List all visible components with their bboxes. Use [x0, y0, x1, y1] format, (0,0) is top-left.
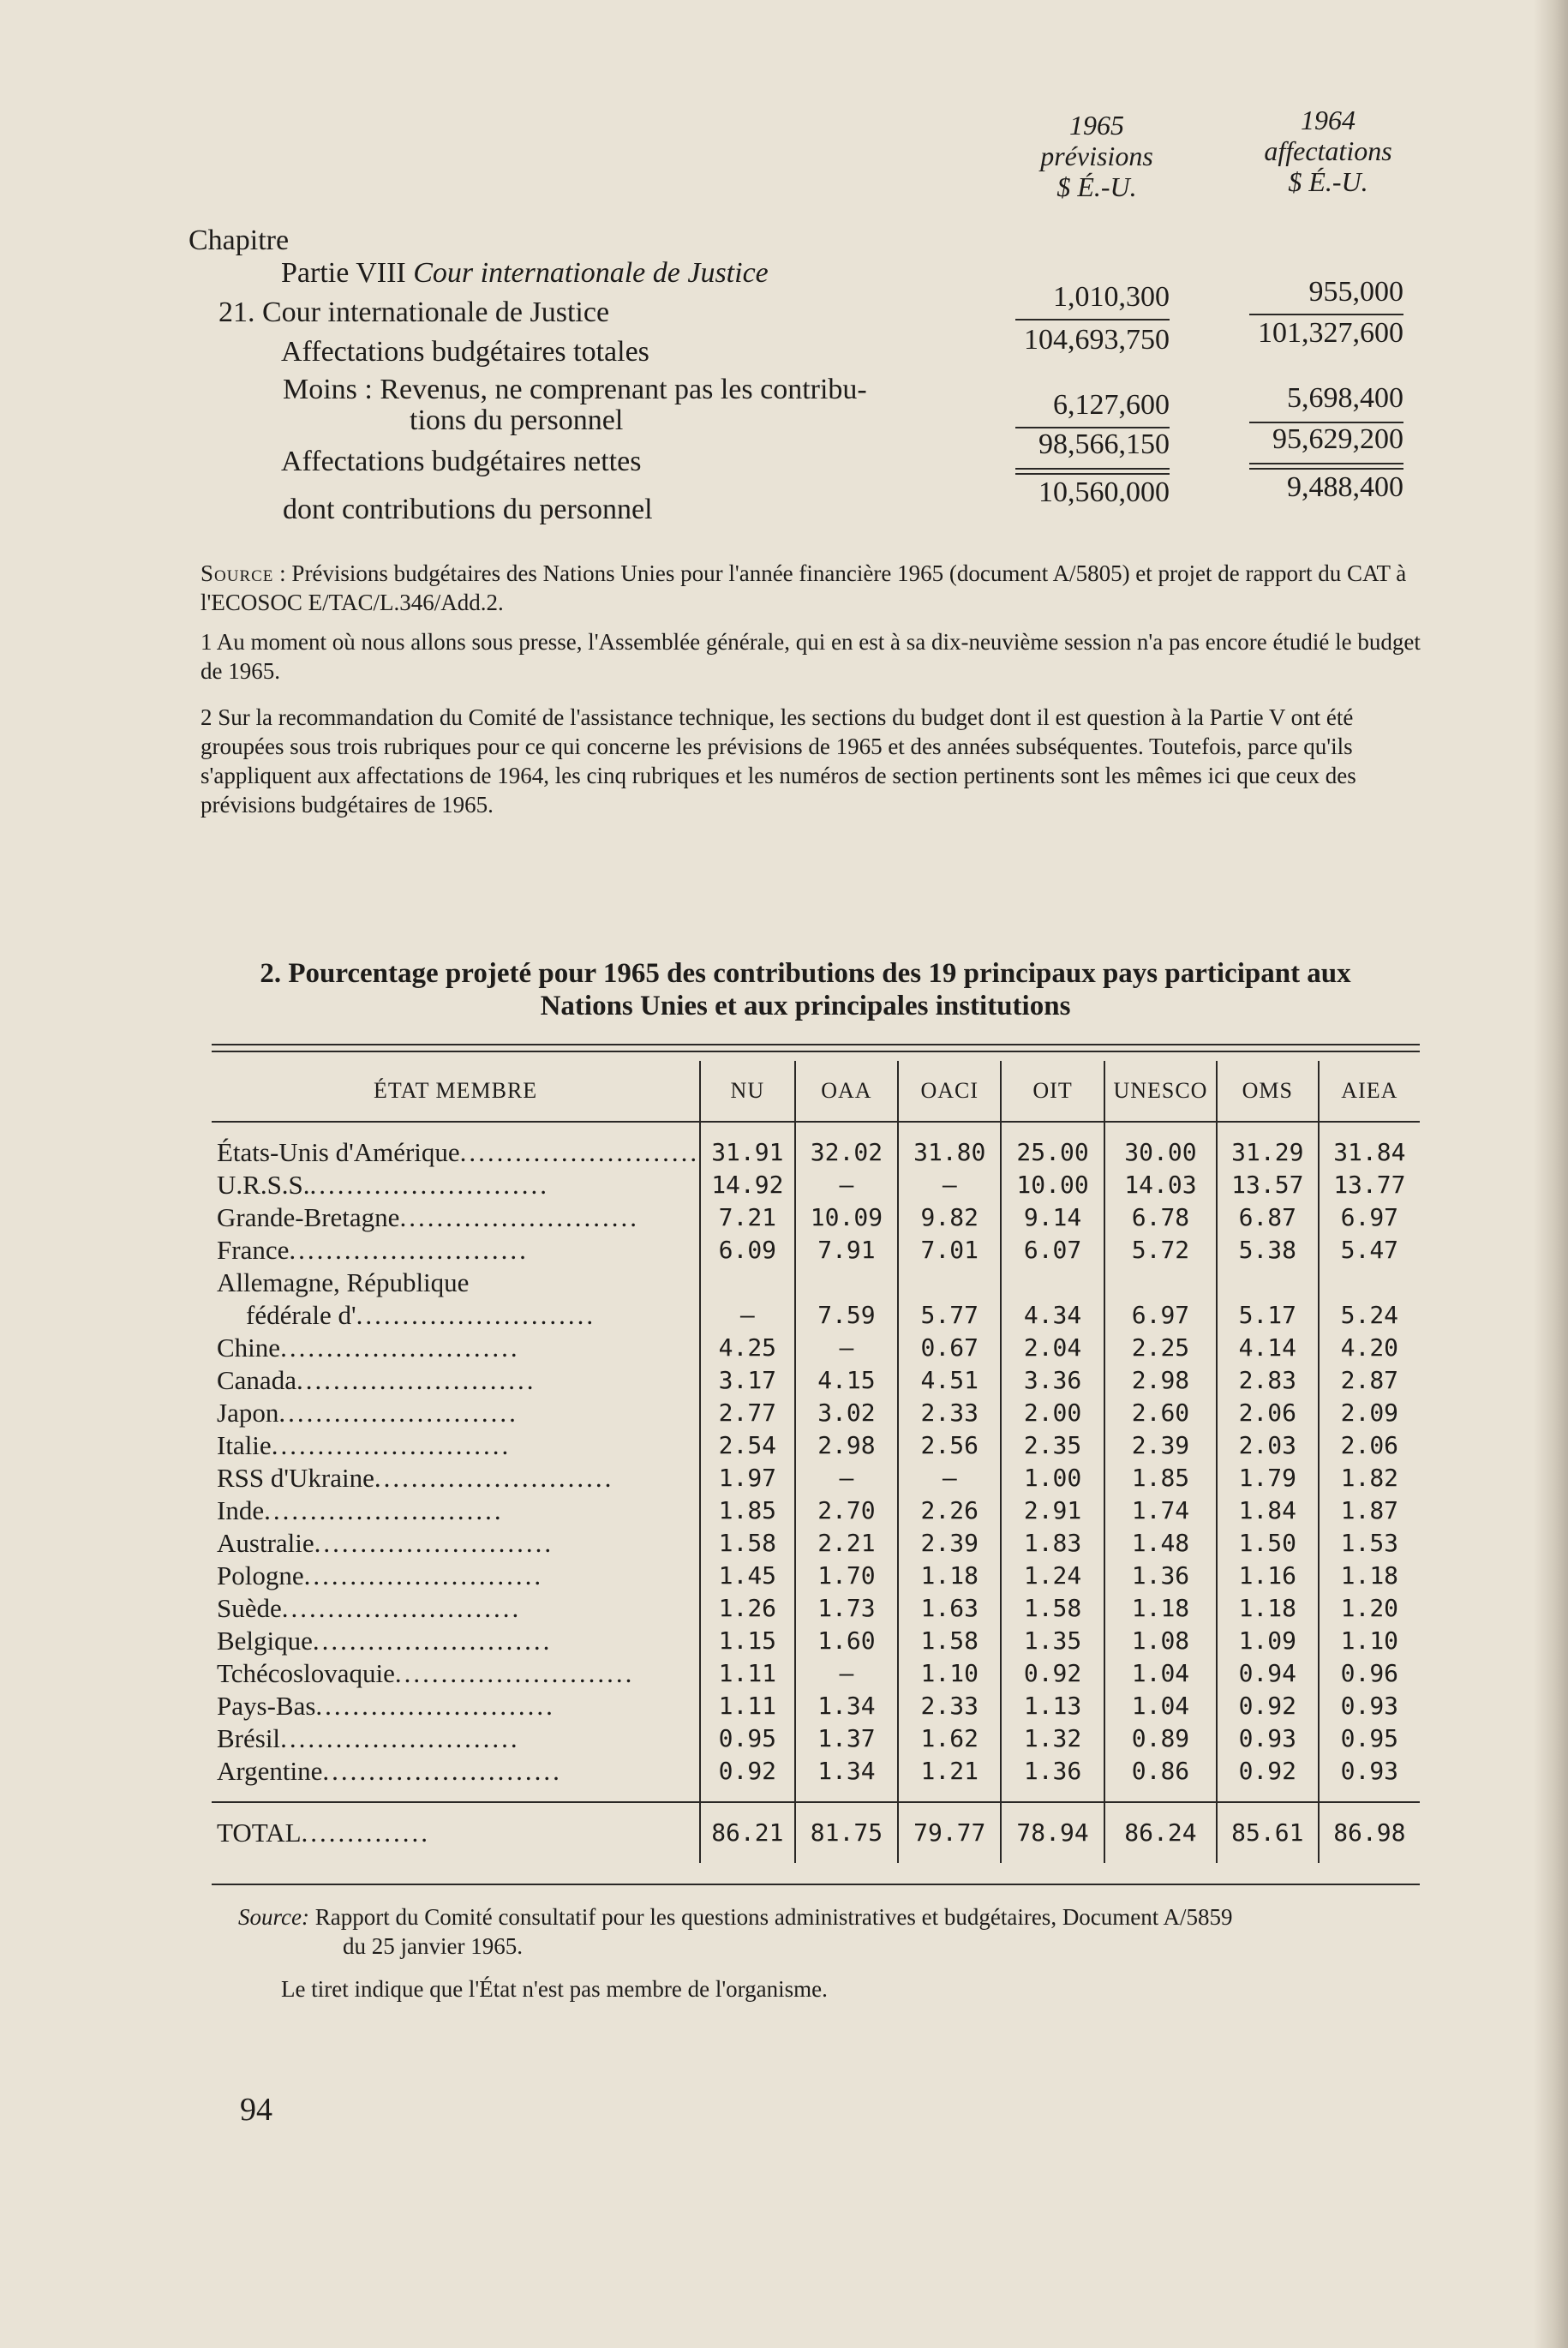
leader-dots: ..........................: [280, 1333, 520, 1363]
state-name: Belgique: [217, 1626, 313, 1656]
value-oaa: 7.59: [795, 1299, 899, 1332]
table-row: [212, 1267, 1420, 1299]
value-aiea: 1.20: [1319, 1592, 1420, 1625]
value-unesco: 30.00: [1104, 1136, 1217, 1169]
value-oaci: 1.10: [898, 1657, 1001, 1690]
state-cell: [212, 1722, 700, 1755]
value-nu: 0.95: [700, 1722, 794, 1755]
table-source: [238, 1904, 1233, 1931]
footnote-2: 2 Sur la recommandation du Comité de l'assistance technique, les sections du budget dont il est question à la Partie V ont été groupées sous trois rubriques pour ce qui concerne les prévisions de 1965 et des années subséquentes. Toutefois, parce qu'ils s'appliquent aux affectations de 1964, les cinq rubriques et les numéros de section pertinents sont les mêmes ici que ceux des prévisions budgétaires de 1965.: [200, 704, 1356, 818]
value-unesco: 2.60: [1104, 1397, 1217, 1429]
value-aiea: [1319, 1267, 1420, 1299]
value-aiea: 1.18: [1319, 1560, 1420, 1592]
col-header-1964-year: 1964: [1301, 105, 1356, 135]
value-oaci: 31.80: [898, 1136, 1001, 1169]
state-name: Grande-Bretagne: [217, 1202, 400, 1232]
budget-label: Affectations budgétaires nettes: [281, 446, 642, 477]
table-top-rule: [212, 1044, 1420, 1052]
table-source-label: Source:: [238, 1904, 309, 1930]
value-oaci: 5.77: [898, 1299, 1001, 1332]
value-oaci: 2.26: [898, 1494, 1001, 1527]
value-nu: 1.11: [700, 1657, 794, 1690]
value-oaci: —: [898, 1462, 1001, 1494]
total-label: [212, 1802, 700, 1863]
value-aiea: 2.09: [1319, 1397, 1420, 1429]
rule: [1015, 473, 1170, 475]
budget-label: Moins : Revenus, ne comprenant pas les contribu-: [283, 374, 867, 405]
value-aiea: 1.82: [1319, 1462, 1420, 1494]
value-oaa: 1.34: [795, 1755, 899, 1788]
budget-1964: 5,698,400: [1287, 382, 1403, 414]
value-nu: 1.26: [700, 1592, 794, 1625]
state-cell: [212, 1201, 700, 1234]
value-oms: 0.93: [1217, 1722, 1319, 1755]
table-spacer: [212, 1122, 1420, 1136]
value-aiea: 1.87: [1319, 1494, 1420, 1527]
state-cell: [212, 1267, 700, 1299]
total-row: [212, 1802, 1420, 1863]
value-nu: 1.45: [700, 1560, 794, 1592]
value-oms: 4.14: [1217, 1332, 1319, 1364]
value-aiea: 0.93: [1319, 1755, 1420, 1788]
table-row: [212, 1527, 1420, 1560]
value-oaa: 3.02: [795, 1397, 899, 1429]
rule: [1249, 463, 1403, 464]
value-unesco: 6.78: [1104, 1201, 1217, 1234]
total-oit: 78.94: [1001, 1802, 1104, 1863]
state-name: Pologne: [217, 1560, 304, 1590]
value-aiea: 31.84: [1319, 1136, 1420, 1169]
value-aiea: 0.95: [1319, 1722, 1420, 1755]
header-oit: OIT: [1001, 1061, 1104, 1122]
table-row: [212, 1592, 1420, 1625]
value-oms: 13.57: [1217, 1169, 1319, 1201]
value-aiea: 2.87: [1319, 1364, 1420, 1397]
value-unesco: 2.25: [1104, 1332, 1217, 1364]
state-cell: [212, 1299, 700, 1332]
value-oaci: 1.62: [898, 1722, 1001, 1755]
value-oaci: —: [898, 1169, 1001, 1201]
value-oms: 2.03: [1217, 1429, 1319, 1462]
value-oit: 1.58: [1001, 1592, 1104, 1625]
value-oms: 0.92: [1217, 1755, 1319, 1788]
value-unesco: 1.08: [1104, 1625, 1217, 1657]
page-edge: [1534, 0, 1568, 2348]
leader-dots: ..........................: [315, 1691, 555, 1721]
value-nu: 7.21: [700, 1201, 794, 1234]
value-nu: 1.58: [700, 1527, 794, 1560]
total-oaci: 79.77: [898, 1802, 1001, 1863]
table-bottom-rule: [212, 1884, 1420, 1885]
value-unesco: 1.04: [1104, 1657, 1217, 1690]
value-nu: —: [700, 1299, 794, 1332]
source-label: Source: [200, 560, 274, 586]
value-oaa: 1.37: [795, 1722, 899, 1755]
table-row: [212, 1234, 1420, 1267]
table-row: [212, 1299, 1420, 1332]
budget-1965: 104,693,750: [1024, 324, 1170, 356]
table-row: [212, 1657, 1420, 1690]
col-header-1964: [1234, 105, 1422, 197]
value-oit: 6.07: [1001, 1234, 1104, 1267]
budget-1964: 9,488,400: [1287, 471, 1403, 503]
value-nu: 0.92: [700, 1755, 794, 1788]
value-oms: 5.38: [1217, 1234, 1319, 1267]
state-cell: [212, 1397, 700, 1429]
table-total: [212, 1802, 1420, 1863]
value-aiea: 5.24: [1319, 1299, 1420, 1332]
leader-dots: ..........................: [312, 1626, 553, 1656]
state-name: Chine: [217, 1333, 281, 1363]
budget-1964: 101,327,600: [1258, 317, 1403, 349]
state-cell: [212, 1494, 700, 1527]
value-oms: 1.16: [1217, 1560, 1319, 1592]
header-oms: OMS: [1217, 1061, 1319, 1122]
value-oaci: [898, 1267, 1001, 1299]
value-nu: 6.09: [700, 1234, 794, 1267]
value-oaci: 1.58: [898, 1625, 1001, 1657]
budget-label: Affectations budgétaires totales: [281, 336, 649, 368]
leader-dots: ..........................: [296, 1365, 536, 1395]
total-oms: 85.61: [1217, 1802, 1319, 1863]
state-name: Brésil: [217, 1723, 281, 1753]
table-row: [212, 1494, 1420, 1527]
leader-dots: ..........................: [303, 1560, 544, 1590]
table-row: [212, 1625, 1420, 1657]
dash-note: Le tiret indique que l'État n'est pas membre de l'organisme.: [281, 1976, 828, 2002]
value-oit: 2.00: [1001, 1397, 1104, 1429]
budget-1965: 98,566,150: [1038, 428, 1170, 460]
value-oit: 1.13: [1001, 1690, 1104, 1722]
value-unesco: 1.04: [1104, 1690, 1217, 1722]
state-name: Suède: [217, 1593, 282, 1623]
value-nu: 4.25: [700, 1332, 794, 1364]
value-oit: 2.35: [1001, 1429, 1104, 1462]
value-oit: 1.32: [1001, 1722, 1104, 1755]
total-aiea: 86.98: [1319, 1802, 1420, 1863]
value-oaa: —: [795, 1657, 899, 1690]
footnote-1: 1 Au moment où nous allons sous presse, l'Assemblée générale, qui en est à sa dix-neuvième session n'a pas encore étudié le budget de 1965.: [200, 629, 1421, 684]
value-oaa: 2.21: [795, 1527, 899, 1560]
value-oaa: 1.73: [795, 1592, 899, 1625]
state-cell: [212, 1169, 700, 1201]
value-unesco: 0.86: [1104, 1755, 1217, 1788]
value-unesco: 1.85: [1104, 1462, 1217, 1494]
value-oit: 1.00: [1001, 1462, 1104, 1494]
value-aiea: 0.93: [1319, 1690, 1420, 1722]
state-name: fédérale d': [246, 1300, 356, 1330]
value-oms: 1.50: [1217, 1527, 1319, 1560]
value-oaci: 7.01: [898, 1234, 1001, 1267]
value-oit: 1.83: [1001, 1527, 1104, 1560]
value-unesco: 2.39: [1104, 1429, 1217, 1462]
value-oaci: 2.33: [898, 1397, 1001, 1429]
col-header-1965: [1011, 110, 1182, 202]
value-nu: 2.77: [700, 1397, 794, 1429]
rule: [1015, 319, 1170, 320]
budget-label: dont contributions du personnel: [283, 494, 653, 525]
state-name: Pays-Bas: [217, 1691, 316, 1721]
table-row: [212, 1201, 1420, 1234]
value-nu: 2.54: [700, 1429, 794, 1462]
rule: [1015, 468, 1170, 470]
section-2-title-line1: 2. Pourcentage projeté pour 1965 des contributions des 19 principaux pays participant aux: [260, 958, 1351, 989]
total-oaa: 81.75: [795, 1802, 899, 1863]
value-oaci: 1.21: [898, 1755, 1001, 1788]
table-row: [212, 1397, 1420, 1429]
value-oaci: 4.51: [898, 1364, 1001, 1397]
leader-dots: ..........................: [399, 1202, 639, 1232]
value-oaci: 1.63: [898, 1592, 1001, 1625]
table-spacer: [212, 1788, 1420, 1802]
value-oaa: 2.70: [795, 1494, 899, 1527]
value-oms: 31.29: [1217, 1136, 1319, 1169]
value-unesco: 5.72: [1104, 1234, 1217, 1267]
header-aiea: AIEA: [1319, 1061, 1420, 1122]
col-header-1965-unit: $ É.-U.: [1056, 171, 1137, 202]
leader-dots: ..........................: [356, 1300, 596, 1330]
value-oit: 2.04: [1001, 1332, 1104, 1364]
value-oaa: [795, 1267, 899, 1299]
value-oaci: 0.67: [898, 1332, 1001, 1364]
state-name: Allemagne, République: [217, 1267, 470, 1297]
value-aiea: 0.96: [1319, 1657, 1420, 1690]
state-cell: [212, 1429, 700, 1462]
leader-dots: ..........................: [264, 1495, 504, 1525]
value-unesco: 6.97: [1104, 1299, 1217, 1332]
value-oms: 1.09: [1217, 1625, 1319, 1657]
state-name: Japon: [217, 1398, 279, 1428]
table-row: [212, 1755, 1420, 1788]
state-cell: [212, 1560, 700, 1592]
table-source-text: Rapport du Comité consultatif pour les questions administratives et budgétaires, Document A/5859: [314, 1904, 1233, 1930]
leader-dots: ..........................: [374, 1463, 614, 1493]
state-name: Italie: [217, 1430, 272, 1460]
value-aiea: 2.06: [1319, 1429, 1420, 1462]
value-oms: 0.94: [1217, 1657, 1319, 1690]
col-header-1965-year: 1965: [1069, 110, 1124, 141]
budget-1964: 955,000: [1308, 276, 1403, 308]
table-row: [212, 1722, 1420, 1755]
table-body: [212, 1122, 1420, 1802]
value-unesco: 2.98: [1104, 1364, 1217, 1397]
part-prefix: Partie VIII: [281, 257, 406, 289]
total-unesco: 86.24: [1104, 1802, 1217, 1863]
rule: [1249, 314, 1403, 315]
value-aiea: 13.77: [1319, 1169, 1420, 1201]
col-header-1964-label: affectations: [1264, 135, 1392, 166]
state-cell: [212, 1625, 700, 1657]
value-nu: 1.97: [700, 1462, 794, 1494]
leader-dots: ..........................: [271, 1430, 512, 1460]
value-oaa: 4.15: [795, 1364, 899, 1397]
value-oaa: 32.02: [795, 1136, 899, 1169]
value-oaa: —: [795, 1332, 899, 1364]
leader-dots: ..............: [301, 1818, 431, 1848]
value-oaa: 10.09: [795, 1201, 899, 1234]
table-row: [212, 1169, 1420, 1201]
budget-1965: 6,127,600: [1053, 389, 1170, 421]
chapter-label: Chapitre: [189, 225, 290, 256]
value-oms: 1.18: [1217, 1592, 1319, 1625]
state-cell: [212, 1234, 700, 1267]
leader-dots: ..........................: [309, 1170, 550, 1200]
value-unesco: [1104, 1267, 1217, 1299]
value-oms: 1.84: [1217, 1494, 1319, 1527]
header-oaa: OAA: [795, 1061, 899, 1122]
state-name: Argentine: [217, 1756, 323, 1786]
budget-1965: 10,560,000: [1038, 476, 1170, 508]
leader-dots: ..........................: [459, 1137, 700, 1167]
value-unesco: 14.03: [1104, 1169, 1217, 1201]
state-cell: [212, 1462, 700, 1494]
value-oaci: 2.39: [898, 1527, 1001, 1560]
col-header-1964-unit: $ É.-U.: [1288, 166, 1368, 197]
value-oit: 4.34: [1001, 1299, 1104, 1332]
table-row: [212, 1429, 1420, 1462]
value-oit: 25.00: [1001, 1136, 1104, 1169]
value-oaa: 7.91: [795, 1234, 899, 1267]
table-row: [212, 1462, 1420, 1494]
budget-1964: 95,629,200: [1272, 423, 1403, 455]
value-oms: 0.92: [1217, 1690, 1319, 1722]
header-nu: NU: [700, 1061, 794, 1122]
value-unesco: 1.48: [1104, 1527, 1217, 1560]
value-unesco: 0.89: [1104, 1722, 1217, 1755]
table-row: [212, 1332, 1420, 1364]
value-nu: 3.17: [700, 1364, 794, 1397]
source-note: [200, 559, 1434, 617]
contributions-table: [212, 1061, 1420, 1863]
value-nu: 14.92: [700, 1169, 794, 1201]
value-oit: 10.00: [1001, 1169, 1104, 1201]
table-row: [212, 1690, 1420, 1722]
value-oms: 6.87: [1217, 1201, 1319, 1234]
state-cell: [212, 1592, 700, 1625]
value-oit: 3.36: [1001, 1364, 1104, 1397]
state-cell: [212, 1657, 700, 1690]
state-cell: [212, 1364, 700, 1397]
value-oaa: —: [795, 1462, 899, 1494]
value-oaci: 9.82: [898, 1201, 1001, 1234]
table-header-row: [212, 1061, 1420, 1122]
value-oaci: 2.56: [898, 1429, 1001, 1462]
state-cell: [212, 1136, 700, 1169]
header-unesco: UNESCO: [1104, 1061, 1217, 1122]
table-row: [212, 1560, 1420, 1592]
value-nu: 1.15: [700, 1625, 794, 1657]
value-oms: 1.79: [1217, 1462, 1319, 1494]
value-oaa: —: [795, 1169, 899, 1201]
value-oaa: 2.98: [795, 1429, 899, 1462]
value-unesco: 1.36: [1104, 1560, 1217, 1592]
value-oms: 2.83: [1217, 1364, 1319, 1397]
value-oit: 9.14: [1001, 1201, 1104, 1234]
header-etat-membre: ÉTAT MEMBRE: [374, 1078, 538, 1103]
value-oit: 2.91: [1001, 1494, 1104, 1527]
state-cell: [212, 1690, 700, 1722]
leader-dots: ..........................: [278, 1398, 518, 1428]
state-cell: [212, 1755, 700, 1788]
value-oaa: 1.70: [795, 1560, 899, 1592]
table-row: [212, 1136, 1420, 1169]
value-oit: 1.24: [1001, 1560, 1104, 1592]
value-oit: [1001, 1267, 1104, 1299]
state-name: U.R.S.S.: [217, 1170, 310, 1200]
state-cell: [212, 1527, 700, 1560]
value-unesco: 1.74: [1104, 1494, 1217, 1527]
state-cell: [212, 1332, 700, 1364]
state-name: Inde: [217, 1495, 265, 1525]
budget-1965: 1,010,300: [1053, 281, 1170, 313]
value-aiea: 1.53: [1319, 1527, 1420, 1560]
state-name: Tchécoslovaquie: [217, 1658, 395, 1688]
state-name: France: [217, 1235, 290, 1265]
leader-dots: ..........................: [280, 1723, 520, 1753]
value-oaa: 1.60: [795, 1625, 899, 1657]
part-title: [281, 257, 769, 290]
state-name: Canada: [217, 1365, 296, 1395]
state-name: Australie: [217, 1528, 314, 1558]
budget-label: 21. Cour internationale de Justice: [218, 296, 610, 328]
value-aiea: 6.97: [1319, 1201, 1420, 1234]
value-aiea: 5.47: [1319, 1234, 1420, 1267]
value-oaa: 1.34: [795, 1690, 899, 1722]
rule: [1249, 468, 1403, 470]
leader-dots: ..........................: [289, 1235, 529, 1265]
value-nu: 1.85: [700, 1494, 794, 1527]
leader-dots: ..........................: [314, 1528, 554, 1558]
section-2-title-line2: Nations Unies et aux principales institutions: [540, 991, 1071, 1021]
value-oms: [1217, 1267, 1319, 1299]
value-oit: 1.36: [1001, 1755, 1104, 1788]
value-nu: [700, 1267, 794, 1299]
value-nu: 1.11: [700, 1690, 794, 1722]
total-label-text: TOTAL: [217, 1818, 302, 1848]
value-unesco: 1.18: [1104, 1592, 1217, 1625]
value-oit: 0.92: [1001, 1657, 1104, 1690]
col-header-1965-label: prévisions: [1040, 141, 1153, 171]
part-name: Cour internationale de Justice: [413, 257, 769, 289]
value-oms: 2.06: [1217, 1397, 1319, 1429]
budget-label: tions du personnel: [410, 404, 624, 436]
value-oit: 1.35: [1001, 1625, 1104, 1657]
value-oaci: 1.18: [898, 1560, 1001, 1592]
source-text: : Prévisions budgétaires des Nations Unies pour l'année financière 1965 (document A/5805) et projet de rapport du CAT à l'ECOSOC E/TAC/L.346/Add.2.: [200, 560, 1407, 615]
value-nu: 31.91: [700, 1136, 794, 1169]
leader-dots: ..........................: [394, 1658, 635, 1688]
state-name: États-Unis d'Amérique: [217, 1137, 460, 1167]
leader-dots: ..........................: [281, 1593, 522, 1623]
header-oaci: OACI: [898, 1061, 1001, 1122]
total-nu: 86.21: [700, 1802, 794, 1863]
leader-dots: ..........................: [322, 1756, 562, 1786]
value-aiea: 4.20: [1319, 1332, 1420, 1364]
table-row: [212, 1364, 1420, 1397]
state-name: RSS d'Ukraine: [217, 1463, 374, 1493]
page-number: 94: [240, 2092, 272, 2128]
value-aiea: 1.10: [1319, 1625, 1420, 1657]
value-oaci: 2.33: [898, 1690, 1001, 1722]
value-oms: 5.17: [1217, 1299, 1319, 1332]
table-source-cont: du 25 janvier 1965.: [343, 1933, 523, 1959]
